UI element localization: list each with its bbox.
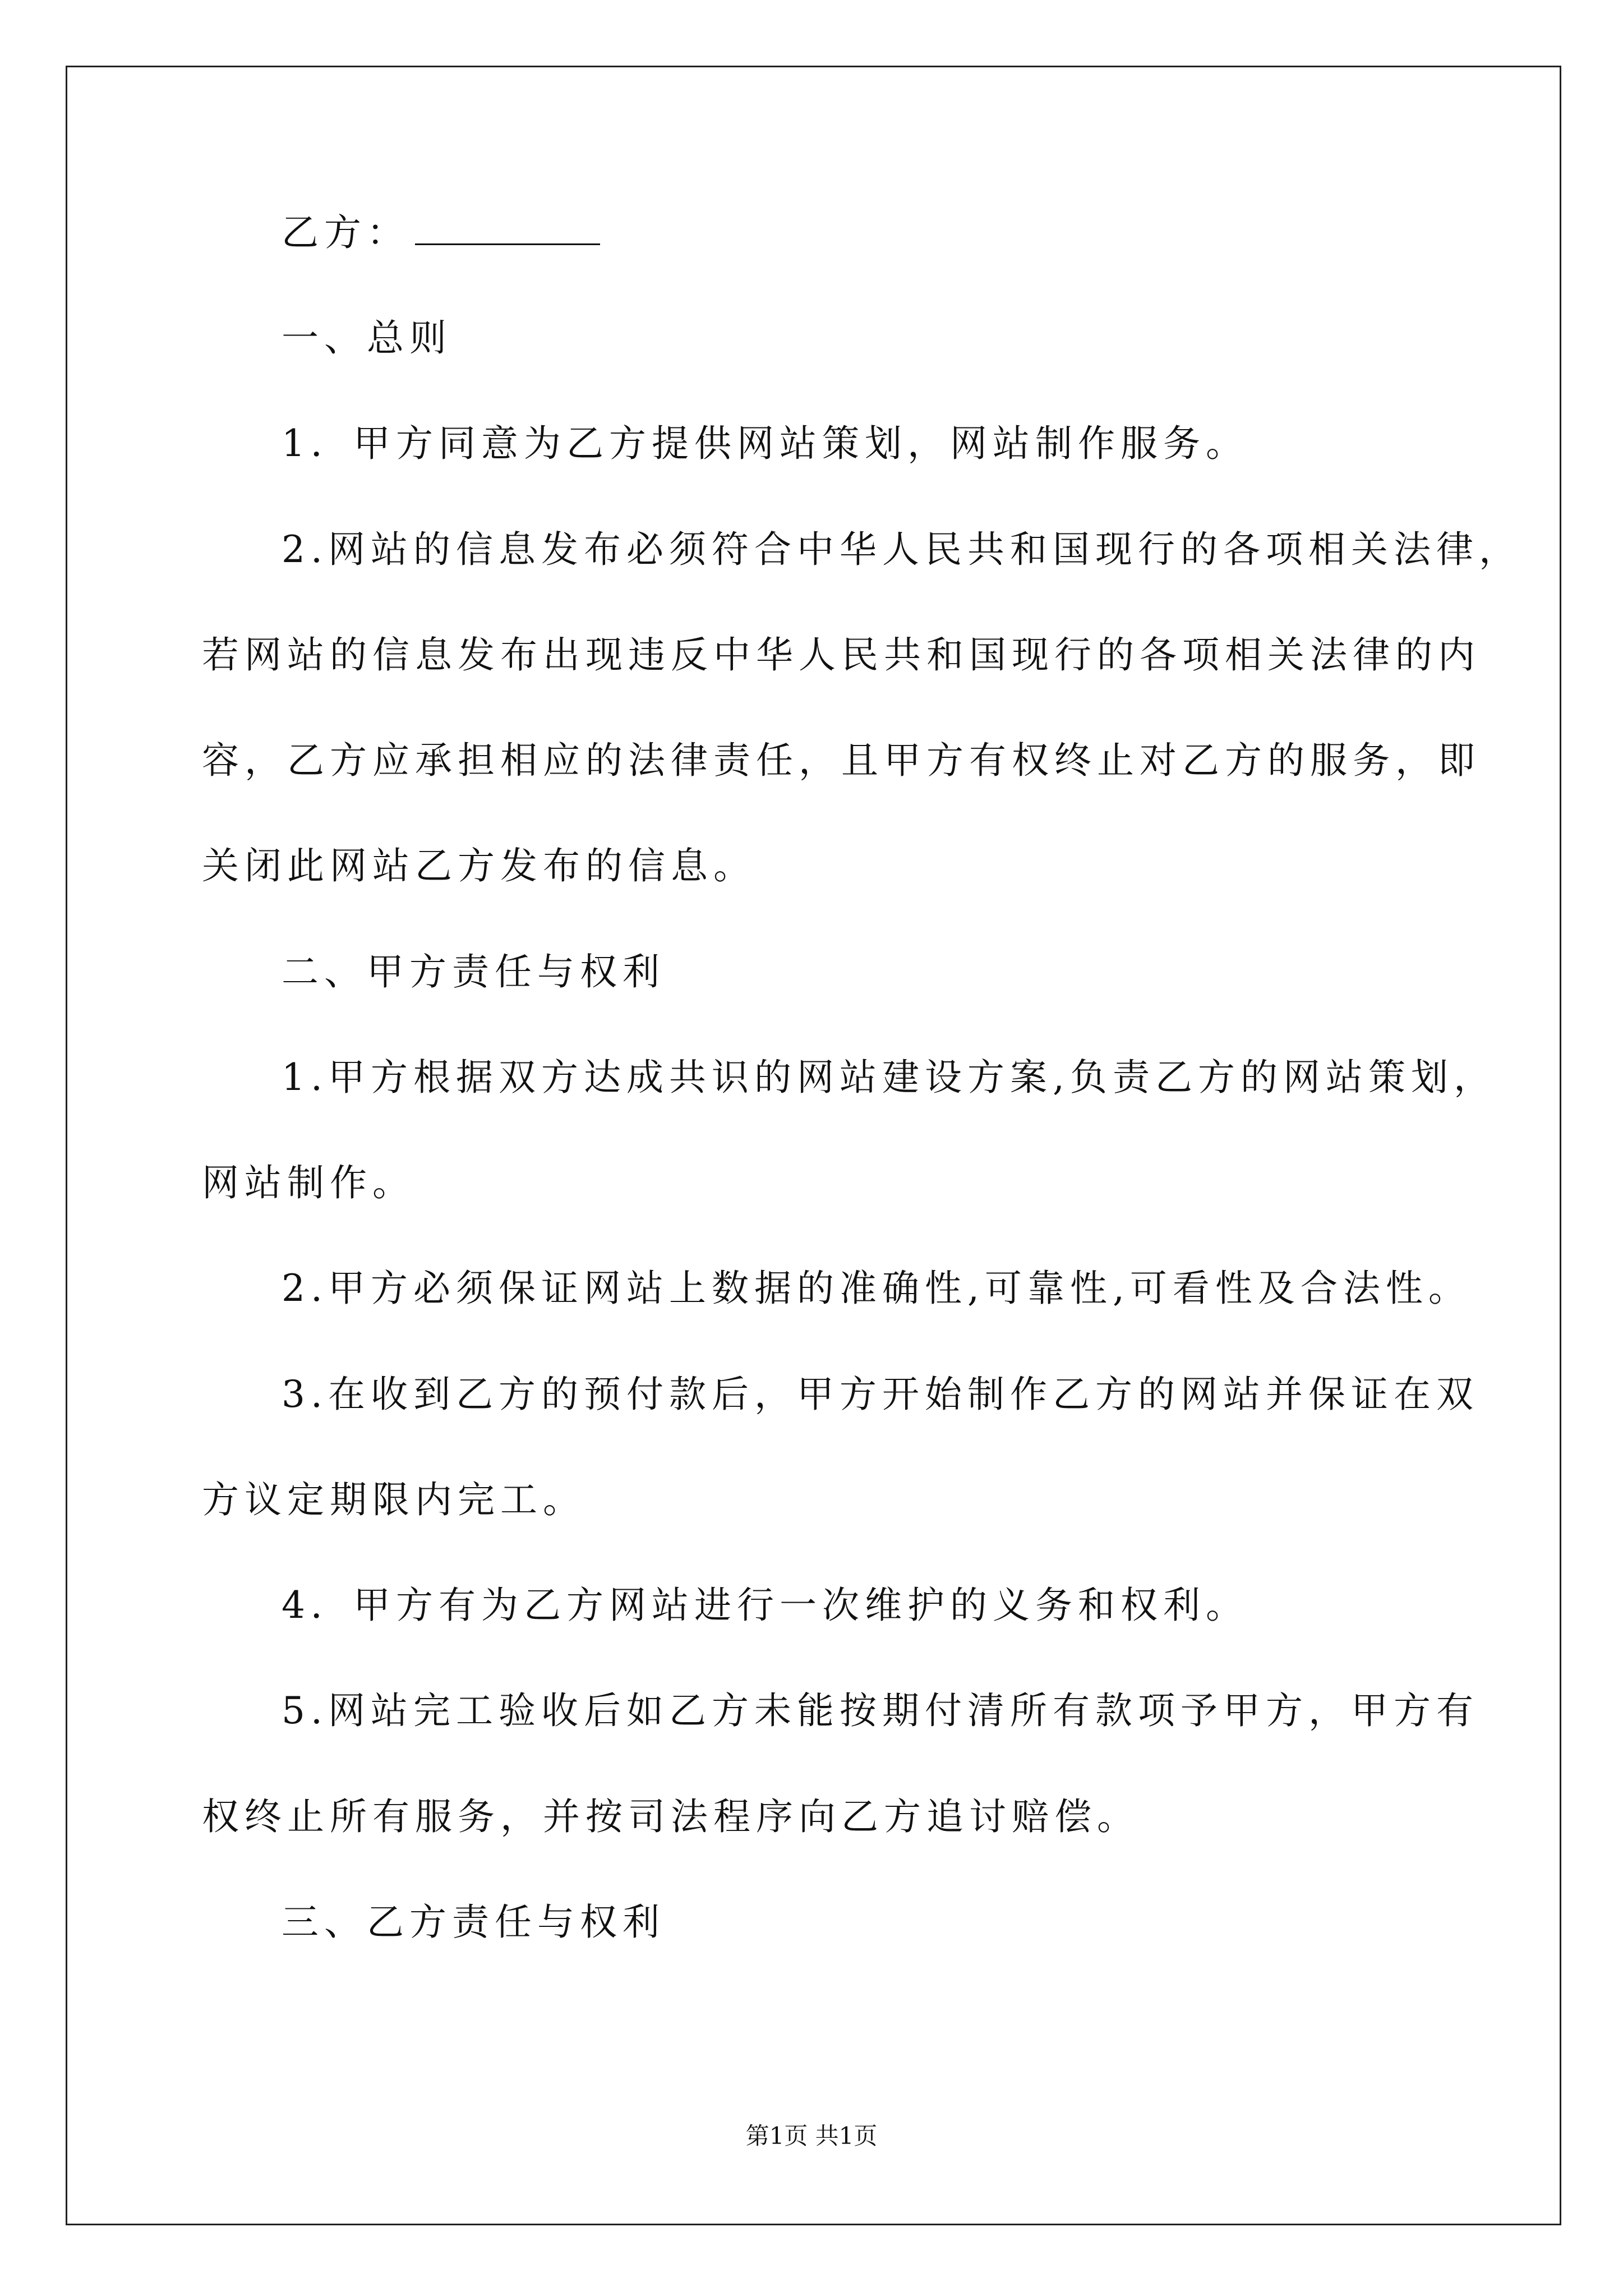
party-b-label: 乙方：: [282, 211, 409, 254]
section-heading: 一、总则: [282, 316, 452, 360]
paragraph-line: 3.在收到乙方的预付款后，甲方开始制作乙方的网站并保证在双: [282, 1373, 1479, 1416]
paragraph-line: 关闭此网站乙方发布的信息。: [202, 844, 756, 887]
paragraph-line: 2.甲方必须保证网站上数据的准确性,可靠性,可看性及合法性。: [282, 1267, 1471, 1310]
paragraph-line: 1．甲方同意为乙方提供网站策划，网站制作服务。: [282, 422, 1248, 465]
party-b-blank: [415, 211, 600, 245]
paragraph-line: 权终止所有服务，并按司法程序向乙方追讨赔偿。: [202, 1795, 1140, 1838]
party-b-line: [202, 208, 600, 258]
paragraph-line: 若网站的信息发布出现违反中华人民共和国现行的各项相关法律的内: [202, 633, 1481, 677]
paragraph-line: 网站制作。: [202, 1161, 415, 1204]
section-heading: 三、乙方责任与权利: [282, 1901, 665, 1944]
paragraph-line: 1.甲方根据双方达成共识的网站建设方案,负责乙方的网站策划，: [282, 1056, 1496, 1099]
paragraph-line: 方议定期限内完工。: [202, 1478, 585, 1521]
paragraph-line: 容，乙方应承担相应的法律责任，且甲方有权终止对乙方的服务，即: [202, 739, 1481, 782]
paragraph-line: 5.网站完工验收后如乙方未能按期付清所有款项予甲方，甲方有: [282, 1689, 1479, 1732]
section-heading: 二、甲方责任与权利: [282, 950, 665, 993]
paragraph-line: 2.网站的信息发布必须符合中华人民共和国现行的各项相关法律，: [282, 528, 1521, 571]
paragraph-line: 4．甲方有为乙方网站进行一次维护的义务和权利。: [282, 1584, 1248, 1627]
page-footer: 第1页 共1页: [745, 2122, 878, 2150]
